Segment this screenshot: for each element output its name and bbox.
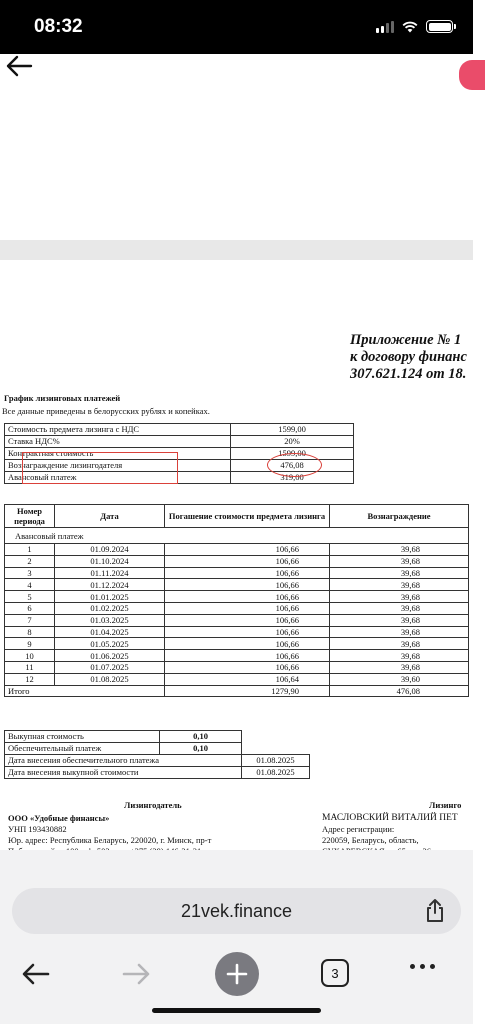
total-principal: 1279,90 — [165, 685, 330, 697]
summary-value: 1599,00 — [231, 448, 354, 460]
reward-cell: 39,68 — [330, 544, 469, 556]
tab-count: 3 — [331, 965, 339, 981]
summary-label: Контрактная стоимость — [5, 448, 231, 460]
buyout-date-label: Дата внесения выкупной стоимости — [5, 767, 242, 779]
col-header-reward: Вознаграждение — [330, 505, 469, 528]
payment-row — [5, 591, 469, 603]
total-reward: 476,08 — [330, 685, 469, 697]
principal-cell: 106,66 — [165, 614, 330, 626]
reward-cell: 39,68 — [330, 591, 469, 603]
advance-row — [5, 528, 469, 544]
principal-cell: 106,66 — [165, 638, 330, 650]
security-date-label: Дата внесения обеспечительного платежа — [5, 755, 242, 767]
col-header-period: Номер периода — [5, 505, 55, 528]
period-cell: 7 — [5, 614, 55, 626]
lessee-reg-label: Адрес регистрации: — [322, 824, 395, 834]
principal-cell: 106,66 — [165, 567, 330, 579]
period-cell: 4 — [5, 579, 55, 591]
period-cell: 8 — [5, 626, 55, 638]
payment-row — [5, 638, 469, 650]
date-cell: 01.07.2025 — [55, 661, 165, 673]
reward-cell: 39,68 — [330, 650, 469, 662]
schedule-note: Все данные приведены в белорусских рублях и копейках. — [2, 406, 210, 416]
buyout-value: 0,10 — [160, 731, 242, 743]
more-dots-icon — [410, 964, 415, 969]
payment-row — [5, 650, 469, 662]
reward-cell: 39,68 — [330, 626, 469, 638]
red-highlight-rectangle — [22, 452, 178, 484]
tabs-button[interactable] — [321, 959, 349, 987]
reward-cell: 39,68 — [330, 661, 469, 673]
summary-label: Вознаграждение лизингодателя — [5, 460, 231, 472]
buyout-date-value: 01.08.2025 — [242, 767, 310, 779]
payments-table — [4, 504, 469, 697]
summary-row — [5, 424, 354, 436]
period-cell: 11 — [5, 661, 55, 673]
col-header-principal: Погашение стоимости предмета лизинга — [165, 505, 330, 528]
principal-cell: 106,66 — [165, 544, 330, 556]
lessor-heading: Лизингодатель — [124, 800, 182, 810]
lessor-address-1: Юр. адрес: Республика Беларусь, 220020, г. Минск, пр-т — [8, 835, 212, 845]
total-row — [5, 685, 469, 697]
lessee-reg-1: 220059, Беларусь, область, — [322, 835, 419, 845]
status-bar — [0, 0, 473, 54]
battery-icon — [426, 20, 453, 33]
lessor-unp: УНП 193430882 — [8, 824, 67, 834]
period-cell: 5 — [5, 591, 55, 603]
date-cell: 01.03.2025 — [55, 614, 165, 626]
red-highlight-ellipse — [267, 453, 322, 477]
period-cell: 10 — [5, 650, 55, 662]
payment-row — [5, 555, 469, 567]
summary-value: 319,00 — [231, 472, 354, 484]
payment-row — [5, 661, 469, 673]
plus-icon — [226, 963, 248, 985]
date-cell: 01.02.2025 — [55, 602, 165, 614]
wifi-icon — [402, 20, 418, 33]
principal-cell: 106,66 — [165, 579, 330, 591]
appendix-title-line3: 307.621.124 от 18. — [350, 366, 467, 382]
period-cell: 12 — [5, 673, 55, 685]
advance-label: Авансовый платеж — [5, 528, 469, 544]
period-cell: 3 — [5, 567, 55, 579]
forward-button[interactable] — [116, 954, 156, 994]
principal-cell: 106,66 — [165, 661, 330, 673]
reward-cell: 39,68 — [330, 638, 469, 650]
lessee-name: МАСЛОВСКИЙ ВИТАЛИЙ ПЕТ — [322, 813, 458, 823]
date-cell: 01.05.2025 — [55, 638, 165, 650]
summary-label: Стоимость предмета лизинга с НДС — [5, 424, 231, 436]
security-label: Обеспечительный платеж — [5, 743, 160, 755]
principal-cell: 106,66 — [165, 626, 330, 638]
document-page — [0, 260, 473, 850]
principal-cell: 106,66 — [165, 555, 330, 567]
forward-icon — [121, 962, 151, 986]
lessee-heading: Лизинго — [429, 800, 462, 810]
principal-cell: 106,66 — [165, 602, 330, 614]
reward-cell: 39,68 — [330, 555, 469, 567]
period-cell: 1 — [5, 544, 55, 556]
payment-row — [5, 544, 469, 556]
date-cell: 01.11.2024 — [55, 567, 165, 579]
home-indicator — [152, 1008, 321, 1013]
principal-cell: 106,66 — [165, 650, 330, 662]
total-label: Итого — [5, 685, 165, 697]
new-tab-button[interactable] — [215, 952, 259, 996]
summary-value: 1599,00 — [231, 424, 354, 436]
summary-label: Авансовый платеж — [5, 472, 231, 484]
date-cell: 01.09.2024 — [55, 544, 165, 556]
cellular-signal-icon — [376, 21, 394, 33]
viewer-header — [0, 54, 473, 240]
buyout-label: Выкупная стоимость — [5, 731, 160, 743]
date-cell: 01.08.2025 — [55, 673, 165, 685]
buyout-table — [4, 730, 310, 779]
reward-cell: 39,68 — [330, 579, 469, 591]
security-date-value: 01.08.2025 — [242, 755, 310, 767]
payment-row — [5, 614, 469, 626]
back-arrow-icon[interactable] — [4, 54, 34, 80]
payment-row — [5, 626, 469, 638]
period-cell: 9 — [5, 638, 55, 650]
back-icon — [21, 962, 51, 986]
summary-value: 20% — [231, 436, 354, 448]
period-cell: 2 — [5, 555, 55, 567]
payment-row — [5, 567, 469, 579]
lessor-name: ООО «Удобные финансы» — [8, 813, 110, 823]
payment-row — [5, 602, 469, 614]
payment-row — [5, 579, 469, 591]
principal-cell: 106,64 — [165, 673, 330, 685]
reward-cell: 39,68 — [330, 602, 469, 614]
date-cell: 01.04.2025 — [55, 626, 165, 638]
summary-value: 476,08 — [231, 460, 354, 472]
appendix-title-line2: к договору финанс — [350, 349, 467, 365]
status-time: 08:32 — [34, 16, 83, 37]
status-icons — [376, 20, 453, 33]
appendix-title-line1: Приложение № 1 — [350, 332, 462, 348]
reward-cell: 39,68 — [330, 567, 469, 579]
col-header-date: Дата — [55, 505, 165, 528]
address-bar[interactable] — [12, 888, 461, 934]
summary-row — [5, 436, 354, 448]
period-cell: 6 — [5, 602, 55, 614]
security-value: 0,10 — [160, 743, 242, 755]
back-button[interactable] — [16, 954, 56, 994]
browser-toolbar — [0, 850, 473, 1024]
reward-cell: 39,68 — [330, 614, 469, 626]
reward-cell: 39,60 — [330, 673, 469, 685]
share-icon[interactable] — [423, 898, 447, 924]
page-separator — [0, 240, 473, 260]
date-cell: 01.10.2024 — [55, 555, 165, 567]
summary-label: Ставка НДС% — [5, 436, 231, 448]
principal-cell: 106,66 — [165, 591, 330, 603]
date-cell: 01.01.2025 — [55, 591, 165, 603]
date-cell: 01.12.2024 — [55, 579, 165, 591]
payment-row — [5, 673, 469, 685]
floating-badge-icon[interactable] — [459, 60, 485, 90]
date-cell: 01.06.2025 — [55, 650, 165, 662]
url-text[interactable]: 21vek.finance — [180, 901, 293, 921]
schedule-title: График лизинговых платежей — [4, 393, 121, 403]
more-menu-button[interactable] — [410, 964, 435, 969]
